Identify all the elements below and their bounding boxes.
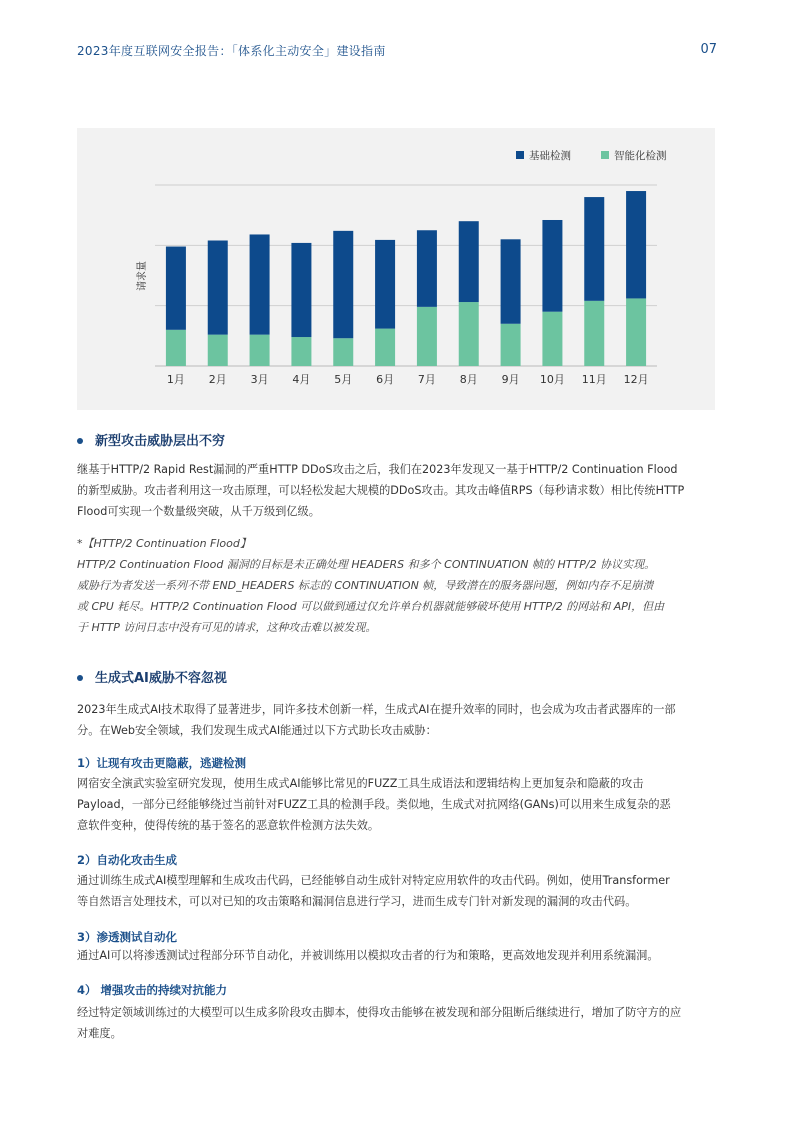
- section1-footnote: [77, 533, 719, 638]
- text-line: 网宿安全演武实验室研究发现，使用生成式AI能够比常见的FUZZ工具生成语法和逻辑结构上更加复杂和隐蔽的攻击: [77, 777, 644, 790]
- bar-smart: [333, 338, 353, 366]
- text-line: Payload，一部分已经能够绕过当前针对FUZZ工具的检测手段。类似地，生成式对抗网络(GANs)可以用来生成复杂的恶: [77, 798, 671, 811]
- note-line: 于 HTTP 访问日志中没有可见的请求，这种攻击难以被发现。: [77, 621, 377, 634]
- bar-smart: [250, 335, 270, 366]
- text-line: 意软件变种，使得传统的基于签名的恶意软件检测方法失效。: [77, 819, 380, 832]
- bar-basic: [250, 234, 270, 334]
- x-tick-label: 9月: [501, 373, 520, 386]
- section-heading-genai: [77, 667, 227, 686]
- text-line: 通过训练生成式AI模型理解和生成攻击代码，已经能够自动生成针对特定应用软件的攻击代码。例如，使用Transformer: [77, 874, 670, 887]
- bar-smart: [501, 324, 521, 366]
- page-number: 07: [700, 42, 717, 57]
- note-line: 或 CPU 耗尽。HTTP/2 Continuation Flood 可以做到通过仅允许单台机器就能够破坏使用 HTTP/2 的网站和 API，但由: [77, 600, 665, 613]
- bar-smart: [584, 301, 604, 366]
- x-tick-label: 2月: [208, 373, 227, 386]
- legend-label: 基础检测: [529, 150, 571, 162]
- report-title: 2023年度互联网安全报告：「体系化主动安全」建设指南: [77, 44, 386, 58]
- x-tick-label: 6月: [376, 373, 395, 386]
- legend-swatch: [516, 151, 524, 159]
- bar-smart: [375, 329, 395, 366]
- bar-basic: [459, 221, 479, 302]
- text-line: 经过特定领域训练过的大模型可以生成多阶段攻击脚本，使得攻击能够在被发现和部分阻断后继续进行，增加了防守方的应: [77, 1006, 682, 1019]
- text-line: 2023年生成式AI技术取得了显著进步，同许多技术创新一样，生成式AI在提升效率的同时，也会成为攻击者武器库的一部: [77, 703, 676, 716]
- bar-basic: [584, 197, 604, 301]
- x-tick-label: 8月: [459, 373, 478, 386]
- bar-basic: [501, 239, 521, 323]
- x-tick-label: 12月: [623, 373, 649, 386]
- x-tick-label: 10月: [539, 373, 565, 386]
- bar-basic: [333, 231, 353, 338]
- legend-label: 智能化检测: [614, 150, 667, 162]
- text-line: 对难度。: [77, 1027, 122, 1040]
- bar-smart: [291, 337, 311, 366]
- text-line: 通过AI可以将渗透测试过程部分环节自动化，并被训练用以模拟攻击者的行为和策略，更高效地发现并利用系统漏洞。: [77, 949, 659, 962]
- item-title: 4） 增强攻击的持续对抗能力: [77, 983, 228, 997]
- item-body: [77, 773, 719, 836]
- text-line: 分。在Web安全领域，我们发现生成式AI能通过以下方式助长攻击威胁：: [77, 724, 437, 737]
- page-header: [77, 42, 717, 62]
- bar-basic: [208, 241, 228, 335]
- item-body: [77, 1002, 719, 1044]
- section-heading-new-attacks: [77, 430, 225, 449]
- bar-basic: [417, 230, 437, 307]
- item-title: 2）自动化攻击生成: [77, 853, 178, 867]
- bar-smart: [626, 298, 646, 366]
- text-line: Flood可实现一个数量级突破，从千万级到亿级。: [77, 505, 320, 518]
- bar-smart: [459, 302, 479, 366]
- y-axis-label: 请求量: [137, 261, 148, 291]
- item-body: [77, 870, 719, 912]
- bar-basic: [291, 243, 311, 337]
- note-line: *【HTTP/2 Continuation Flood】: [77, 537, 251, 550]
- bar-basic: [542, 220, 562, 312]
- text-line: 的新型威胁。攻击者利用这一攻击原理，可以轻松发起大规模的DDoS攻击。其攻击峰值RPS（每秒请求数）相比传统HTTP: [77, 484, 685, 497]
- section-heading-text: 新型攻击威胁层出不穷: [95, 434, 226, 449]
- bullet-dot: [77, 675, 83, 681]
- bar-basic: [375, 240, 395, 329]
- x-tick-label: 3月: [250, 373, 269, 386]
- legend-swatch: [601, 151, 609, 159]
- section2-intro: [77, 699, 719, 741]
- x-tick-label: 4月: [292, 373, 311, 386]
- note-line: HTTP/2 Continuation Flood 漏洞的目标是未正确处理 HEADERS 和多个 CONTINUATION 帧的 HTTP/2 协议实现。: [77, 558, 656, 571]
- item-title: 1）让现有攻击更隐蔽，逃避检测: [77, 756, 246, 770]
- x-tick-label: 5月: [334, 373, 353, 386]
- item-body: [77, 945, 719, 966]
- note-line: 威胁行为者发送一系列不带 END_HEADERS 标志的 CONTINUATION 帧，导致潜在的服务器问题，例如内存不足崩溃: [77, 579, 654, 592]
- x-tick-label: 11月: [581, 373, 607, 386]
- bar-smart: [542, 312, 562, 366]
- bullet-dot: [77, 438, 83, 444]
- section-heading-text: 生成式AI威胁不容忽视: [95, 671, 227, 686]
- x-tick-label: 1月: [166, 373, 185, 386]
- item-title: 3）渗透测试自动化: [77, 930, 178, 944]
- section1-paragraph: [77, 459, 719, 522]
- bar-smart: [166, 330, 186, 366]
- text-line: 继基于HTTP/2 Rapid Rest漏洞的严重HTTP DDoS攻击之后，我们在2023年发现又一基于HTTP/2 Continuation Flood: [77, 463, 678, 476]
- stacked-bar-chart: [77, 128, 715, 410]
- bar-smart: [208, 335, 228, 366]
- bar-basic: [626, 191, 646, 298]
- bar-basic: [166, 247, 186, 330]
- x-tick-label: 7月: [417, 373, 436, 386]
- chart-svg: [77, 128, 715, 410]
- text-line: 等自然语言处理技术，可以对已知的攻击策略和漏洞信息进行学习，进而生成专门针对新发现的漏洞的攻击代码。: [77, 895, 637, 908]
- bar-smart: [417, 307, 437, 366]
